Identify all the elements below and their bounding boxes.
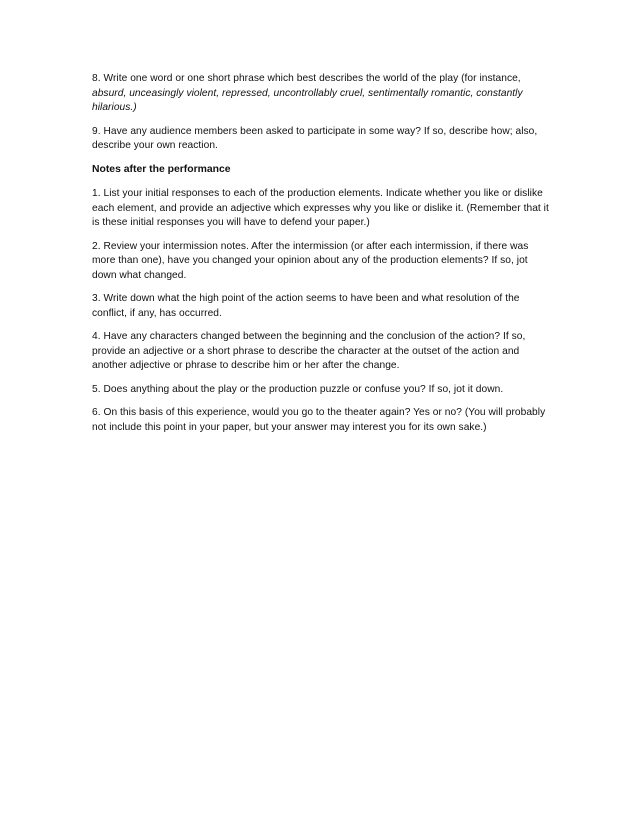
section-heading: Notes after the performance [92, 163, 231, 175]
question-9: 9. Have any audience members been asked to participate in some way? If so, describe how; also, describe your own reaction. [92, 125, 538, 151]
note-item-5: 5. Does anything about the play or the production puzzle or confuse you? If so, jot it down. [92, 383, 504, 395]
note-item-1: 1. List your initial responses to each of the production elements. Indicate whether you like or dislike each element, and provide an adjective which expresses why you like or dislike it. (Remember that it is these initial responses you will have to defend your paper.) [92, 188, 549, 228]
note-item-4: 4. Have any characters changed between the beginning and the conclusion of the action? If so, provide an adjective or a short phrase to describe the character at the outset of the action and another adjective or phrase to describe him or her after the change. [92, 331, 526, 371]
note-item-3: 3. Write down what the high point of the action seems to have been and what resolution of the conflict, if any, has occurred. [92, 293, 520, 319]
document-page [92, 72, 552, 444]
question-8 [92, 72, 552, 116]
question-8-text: 8. Write one word or one short phrase which best describes the world of the play (for instance, [92, 73, 521, 84]
note-item-2: 2. Review your intermission notes. After the intermission (or after each intermission, if there was more than one), have you changed your opinion about any of the production elements? If so, jot down what changed. [92, 240, 529, 281]
question-8-examples: absurd, unceasingly violent, repressed, uncontrollably cruel, sentimentally romantic, constantly hilarious.) [92, 87, 523, 113]
note-item-6: 6. On this basis of this experience, would you go to the theater again? Yes or no? (You will probably not include this point in your paper, but your answer may interest you for its own sake.) [92, 407, 546, 433]
